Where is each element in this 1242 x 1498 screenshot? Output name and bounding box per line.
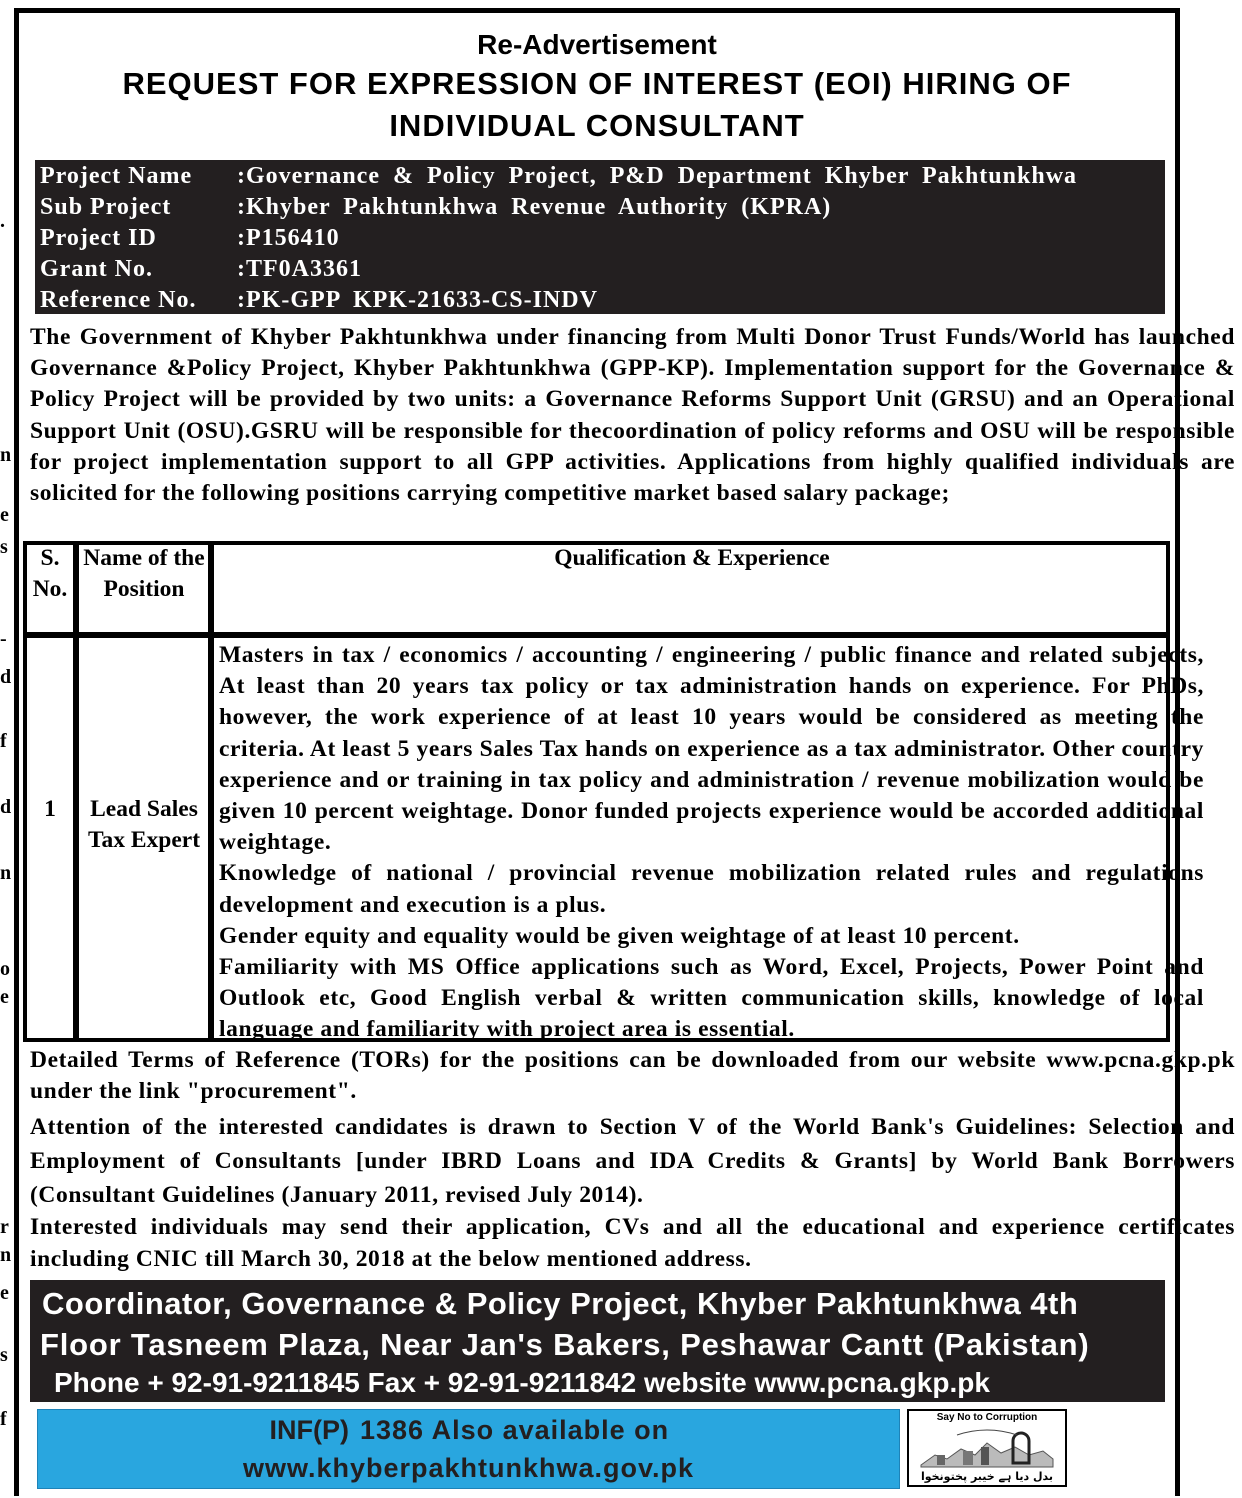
application-note: Interested individuals may send their application, CVs and all the educational and experience certificates including CNIC till March 30, 2018 at the below mentioned address. bbox=[30, 1214, 1235, 1272]
qualification-item: Masters in tax / economics / accounting / engineering / public finance and related subjects, At least than 20 years tax policy or tax administration hands on experience. For PhDs, however, the work experience of at least 10 years would be considered as meeting the criteria. At least 5 years Sales Tax hands on experience as a tax administrator. Other country experience and or training in tax policy and administration / revenue mobilization would be given 10 percent weightage. Donor funded projects experience would be accorded additional weightage. bbox=[219, 642, 1204, 856]
contact-box bbox=[30, 1280, 1165, 1402]
margin-fragment: e bbox=[0, 504, 9, 526]
advert-title: REQUEST FOR EXPRESSION OF INTEREST (EOI) HIRING OF bbox=[122, 66, 1072, 101]
info-row bbox=[35, 161, 1165, 192]
margin-fragment: f bbox=[0, 1408, 7, 1430]
margin-fragment: r bbox=[0, 1216, 9, 1238]
margin-fragment: n bbox=[0, 862, 12, 884]
margin-fragment: s bbox=[0, 1344, 8, 1366]
project-info-box bbox=[35, 160, 1165, 314]
row-position: Lead Sales Tax Expert bbox=[87, 796, 201, 853]
margin-fragment: e bbox=[0, 1282, 9, 1304]
qualification-item: Familiarity with MS Office applications such as Word, Excel, Projects, Power Point and Outlook etc, Good English verbal & written communication skills, knowledge of local language and familiarity with project area is essential. bbox=[219, 954, 1204, 1043]
row-sno: 1 bbox=[44, 796, 56, 822]
logo-title: Say No to Corruption bbox=[936, 1412, 1038, 1423]
info-value: :P156410 bbox=[237, 225, 340, 251]
margin-fragment: n bbox=[0, 444, 12, 466]
intro-paragraph: The Government of Khyber Pakhtunkhwa under financing from Multi Donor Trust Funds/World has launched Governance &Policy Project, Khyber Pakhtunkhwa (GPP-KP). Implementation support for the Governance & Policy Project will be provided by two units: a Governance Reforms Support Unit (GRSU) and an Operational Support Unit (OSU).GSRU will be responsible for thecoordination of policy reforms and OSU will be responsible for project implementation support to all GPP activities. Applications from highly qualified individuals are solicited for the following positions carrying competitive market based salary package; bbox=[30, 324, 1235, 507]
margin-fragment: d bbox=[0, 796, 12, 818]
inf-availability: 1386 Also available on bbox=[360, 1415, 670, 1445]
info-value: :Khyber Pakhtunkhwa Revenue Authority (KPRA) bbox=[237, 194, 832, 220]
info-label: Grant No. bbox=[40, 256, 153, 282]
advert-subtitle: INDIVIDUAL CONSULTANT bbox=[389, 108, 805, 143]
qualification-item: Gender equity and equality would be given weightage of at least 10 percent. bbox=[219, 922, 1020, 949]
left-margin-fragments bbox=[0, 0, 14, 1498]
info-label: Sub Project bbox=[40, 194, 172, 220]
guidelines-note: Attention of the interested candidates is drawn to Section V of the World Bank's Guidelines: Selection and Employment of Consultants [under IBRD Loans and IDA Credits & Grants] by World Bank Borrowers (Consultant Guidelines (January 2011, revised July 2014). bbox=[30, 1114, 1235, 1209]
header-sno: S. No. bbox=[32, 545, 68, 602]
row-qualification bbox=[219, 640, 1204, 1046]
info-value: :TF0A3361 bbox=[237, 256, 362, 282]
margin-fragment: d bbox=[0, 666, 12, 688]
table-border bbox=[73, 541, 79, 1042]
margin-fragment: - bbox=[0, 628, 7, 650]
margin-fragment: o bbox=[0, 958, 10, 980]
info-label: Reference No. bbox=[40, 287, 197, 313]
re-advertisement-label: Re-Advertisement bbox=[477, 29, 717, 60]
info-row bbox=[35, 192, 1165, 223]
info-row bbox=[35, 223, 1165, 254]
info-value: :PK-GPP KPK-21633-CS-INDV bbox=[237, 287, 598, 313]
margin-fragment: n bbox=[0, 1244, 12, 1266]
table-border bbox=[23, 632, 1170, 638]
contact-line-3: Phone + 92-91-9211845 Fax + 92-91-9211842 website www.pcna.gkp.pk bbox=[54, 1367, 990, 1398]
info-label: Project ID bbox=[40, 225, 157, 251]
table-border bbox=[23, 541, 27, 1042]
government-website: www.khyberpakhtunkhwa.gov.pk bbox=[242, 1453, 695, 1483]
header-qualification: Qualification & Experience bbox=[554, 545, 830, 571]
info-value: :Governance & Policy Project, P&D Department Khyber Pakhtunkhwa bbox=[237, 163, 1078, 189]
margin-fragment: e bbox=[0, 986, 9, 1008]
anti-corruption-logo bbox=[907, 1409, 1067, 1487]
info-label: Project Name bbox=[40, 163, 193, 189]
closing-paragraph bbox=[30, 1045, 1235, 1275]
inf-code: INF(P) bbox=[269, 1415, 349, 1445]
margin-fragment: f bbox=[0, 730, 7, 752]
inf-footer bbox=[37, 1409, 900, 1489]
contact-line-1: Coordinator, Governance & Policy Project, Khyber Pakhtunkhwa 4th bbox=[42, 1286, 1079, 1321]
margin-fragment: s bbox=[0, 536, 8, 558]
info-row bbox=[35, 285, 1165, 316]
contact-line-2: Floor Tasneem Plaza, Near Jan's Bakers, Peshawar Cantt (Pakistan) bbox=[40, 1327, 1090, 1362]
table-border bbox=[208, 541, 214, 1042]
advert-header bbox=[19, 14, 1175, 146]
margin-fragment: . bbox=[0, 210, 5, 232]
skyline-icon bbox=[917, 1425, 1057, 1469]
logo-urdu-tagline: بدل دیا ہے خیبر پختونخوا bbox=[920, 1470, 1054, 1483]
qualification-item: Knowledge of national / provincial revenue mobilization related rules and regulations development and execution is a plus. bbox=[219, 860, 1204, 918]
tor-download-note: Detailed Terms of Reference (TORs) for the positions can be downloaded from our website www.pcna.gkp.pk under the link "procurement". bbox=[30, 1047, 1235, 1105]
info-row bbox=[35, 254, 1165, 285]
header-position: Name of the Position bbox=[83, 545, 205, 602]
